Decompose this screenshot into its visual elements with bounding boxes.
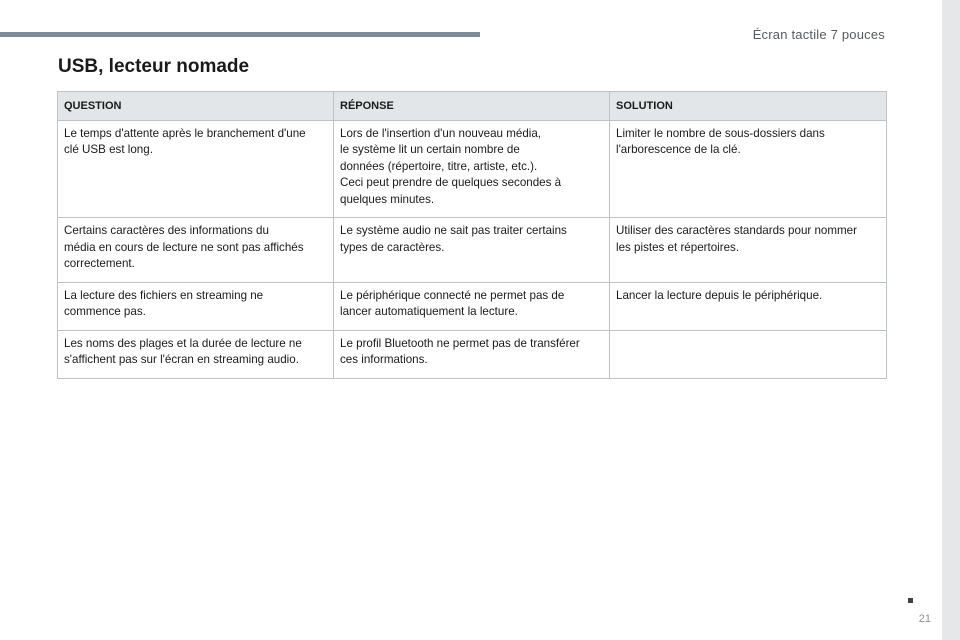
solution-cell [610, 120, 887, 218]
table-header-row [58, 92, 887, 121]
table-row [58, 330, 887, 378]
faq-table [57, 91, 887, 379]
table-row [58, 218, 887, 283]
answer-text: Le profil Bluetooth ne permet pas de transférer ces informations. [340, 336, 580, 366]
question-cell [58, 330, 334, 378]
page-marker [908, 598, 913, 603]
solution-cell [610, 330, 887, 378]
question-text: Le temps d'attente après le branchement d'une clé USB est long. [64, 126, 306, 156]
answer-text: Le système audio ne sait pas traiter certains types de caractères. [340, 224, 567, 254]
answer-cell [334, 282, 610, 330]
solution-text: Lancer la lecture depuis le périphérique. [616, 288, 823, 302]
question-text: Les noms des plages et la durée de lecture ne s'affichent pas sur l'écran en streaming audio. [64, 336, 302, 366]
page-number: 21 [918, 613, 931, 625]
question-cell [58, 218, 334, 283]
answer-text: Le périphérique connecté ne permet pas de lancer automatiquement la lecture. [340, 288, 565, 318]
solution-text: Limiter le nombre de sous-dossiers dans l'arborescence de la clé. [616, 126, 825, 156]
table-row [58, 282, 887, 330]
solution-text: Utiliser des caractères standards pour nommer les pistes et répertoires. [616, 224, 857, 254]
question-cell [58, 282, 334, 330]
column-header-question: QUESTION [58, 92, 334, 121]
column-header-solution: SOLUTION [610, 92, 887, 121]
solution-cell [610, 282, 887, 330]
column-header-answer: RÉPONSE [334, 92, 610, 121]
side-band [942, 0, 960, 640]
solution-cell [610, 218, 887, 283]
question-cell [58, 120, 334, 218]
table-row [58, 120, 887, 218]
section-header: Écran tactile 7 pouces [752, 27, 885, 42]
question-text: La lecture des fichiers en streaming ne commence pas. [64, 288, 264, 318]
page-title: USB, lecteur nomade [58, 56, 250, 77]
answer-cell [334, 330, 610, 378]
top-rule [0, 32, 480, 37]
question-text: Certains caractères des informations du média en cours de lecture ne sont pas affichés correctement. [64, 224, 304, 270]
answer-cell [334, 218, 610, 283]
answer-text: Lors de l'insertion d'un nouveau média, le système lit un certain nombre de données (répertoire, titre, artiste, etc.). Ceci peut prendre de quelques secondes à quelques minutes. [340, 126, 562, 206]
answer-cell [334, 120, 610, 218]
